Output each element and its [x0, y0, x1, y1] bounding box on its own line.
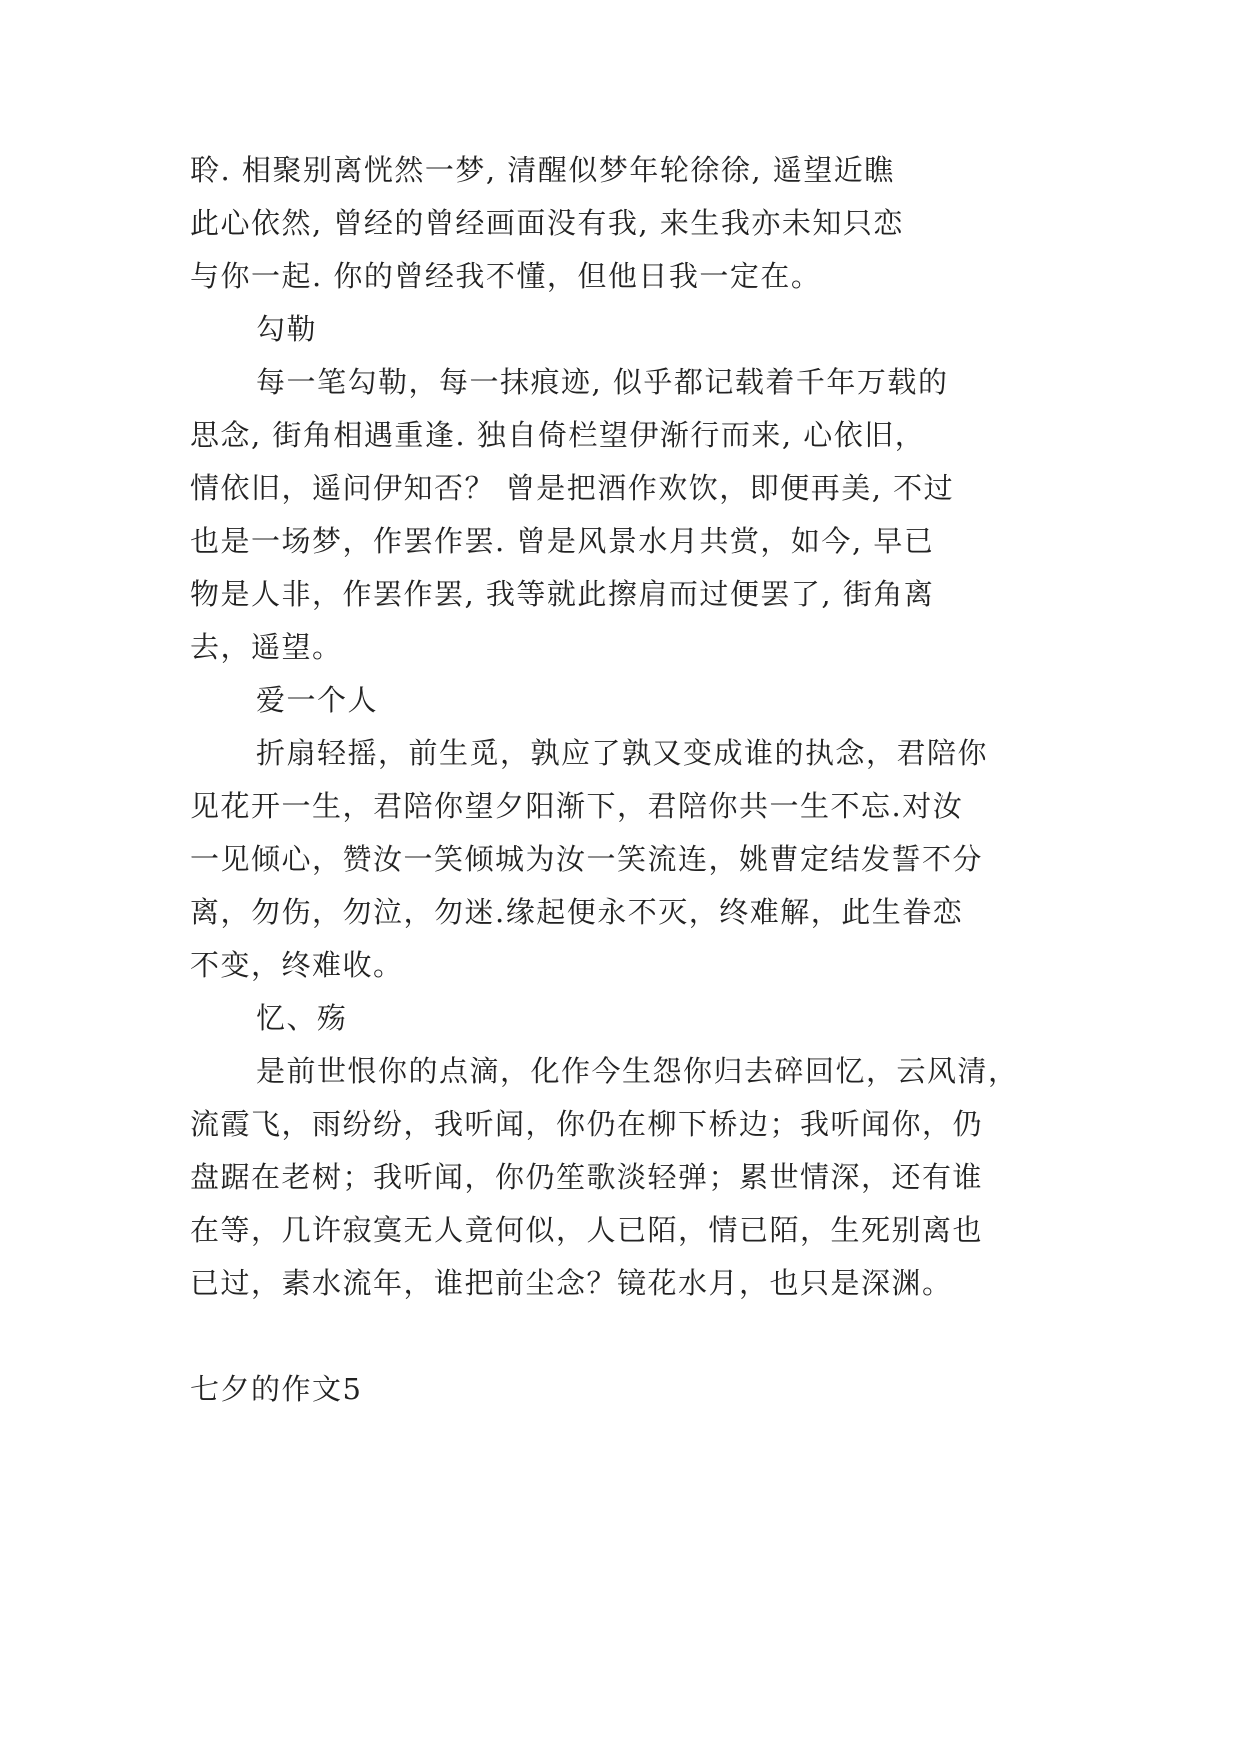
- paragraph-line: 折扇轻摇，前生觅，孰应了孰又变成谁的执念，君陪你: [256, 736, 989, 770]
- paragraph-line: 是前世恨你的点滴，化作今生怨你归去碎回忆，云风清，: [256, 1054, 1019, 1088]
- paragraph-line: 聆. 相聚别离恍然一梦, 清醒似梦年轮徐徐, 遥望近瞧: [190, 153, 895, 187]
- paragraph-line: 情依旧，遥问伊知否？ 曾是把酒作欢饮，即便再美, 不过: [190, 471, 955, 505]
- paragraph-line: 一见倾心，赞汝一笑倾城为汝一笑流连，姚曹定结发誓不分: [190, 842, 984, 876]
- paragraph-line: 见花开一生，君陪你望夕阳渐下，君陪你共一生不忘.对汝: [190, 789, 964, 823]
- paragraph-line: 在等，几许寂寞无人竟何似，人已陌，情已陌，生死别离也: [190, 1213, 984, 1247]
- paragraph-line: 与你一起. 你的曾经我不懂，但他日我一定在。: [190, 259, 822, 293]
- paragraph-line: 思念, 街角相遇重逢. 独自倚栏望伊渐行而来, 心依旧，: [190, 418, 926, 452]
- paragraph-line: 不变，终难收。: [190, 948, 404, 982]
- section-heading: 忆、殇: [256, 1001, 348, 1035]
- section-heading: 勾勒: [256, 312, 318, 346]
- paragraph-line: 离，勿伤，勿泣，勿迷.缘起便永不灭，终难解，此生眷恋: [190, 895, 964, 929]
- paragraph-line: 去，遥望。: [190, 630, 343, 664]
- section-heading: 爱一个人: [256, 683, 379, 717]
- paragraph-line: 已过，素水流年，谁把前尘念？镜花水月，也只是深渊。: [190, 1266, 953, 1300]
- paragraph-line: 也是一场梦，作罢作罢. 曾是风景水月共赏，如今, 早已: [190, 524, 935, 558]
- paragraph-line: 物是人非，作罢作罢, 我等就此擦肩而过便罢了, 街角离: [190, 577, 935, 611]
- paragraph-line: 盘踞在老树；我听闻，你仍笙歌淡轻弹；累世情深，还有谁: [190, 1160, 984, 1194]
- next-essay-title: 七夕的作文5: [190, 1372, 363, 1406]
- paragraph-line: 每一笔勾勒，每一抹痕迹, 似乎都记载着千年万载的: [256, 365, 949, 399]
- paragraph-line: 此心依然, 曾经的曾经画面没有我, 来生我亦未知只恋: [190, 206, 904, 240]
- paragraph-line: 流霞飞，雨纷纷，我听闻，你仍在柳下桥边；我听闻你，仍: [190, 1107, 984, 1141]
